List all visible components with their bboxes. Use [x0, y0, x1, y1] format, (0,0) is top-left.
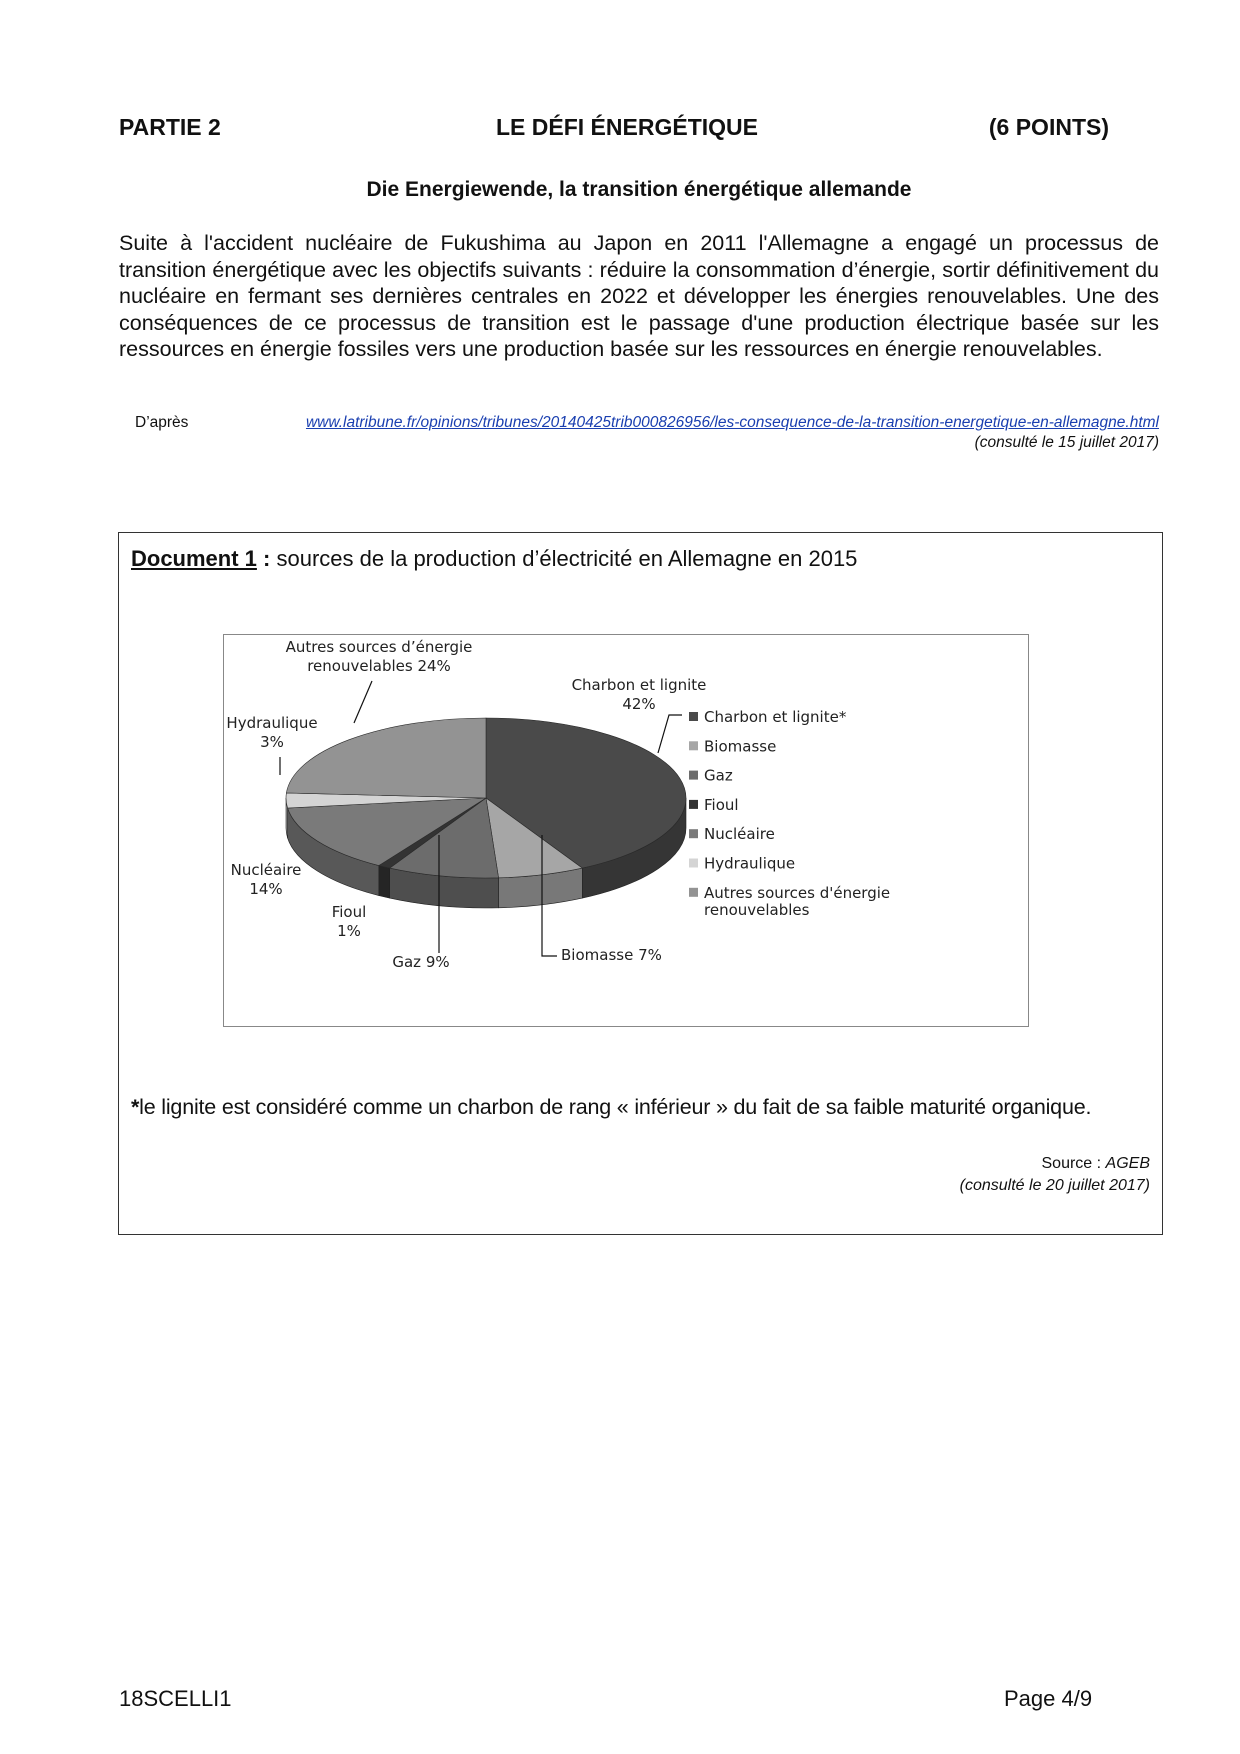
document-title — [131, 546, 857, 572]
slice-label-6-line-1: Hydraulique — [226, 714, 318, 732]
legend-swatch-5 — [689, 829, 698, 838]
footer-code: 18SCELLI1 — [119, 1686, 232, 1711]
slice-callout-7 — [354, 681, 372, 723]
legend-label-1: Charbon et lignite* — [704, 708, 847, 726]
slice-label-4-line-1: Fioul — [331, 903, 367, 921]
document-source-prefix: Source : — [1041, 1155, 1106, 1172]
slice-label-7-line-1: Autres sources d’énergie — [285, 638, 473, 656]
footnote — [131, 1095, 1151, 1120]
legend-label-7: Autres sources d'énergie — [704, 883, 891, 902]
legend-label-5: Nucléaire — [704, 825, 775, 844]
legend-swatch-4 — [689, 800, 698, 809]
slice-label-6-line-2: 3% — [260, 733, 284, 751]
legend-label-6: Hydraulique — [704, 854, 796, 873]
source-consulted-date: (consulté le 15 juillet 2017) — [974, 434, 1159, 451]
legend-swatch-6 — [689, 859, 698, 868]
slice-label-1-line-2: 42% — [622, 695, 656, 713]
document-source — [118, 1155, 1150, 1173]
legend-label-8: renouvelables — [704, 900, 810, 919]
slice-label-2-line-1: Biomasse 7% — [561, 946, 662, 964]
legend-label-2: Biomasse — [704, 737, 777, 756]
part-label: PARTIE 2 — [119, 114, 221, 140]
legend-label-4: Fioul — [704, 795, 739, 814]
document-caption: sources de la production d’électricité en Allemagne en 2015 — [270, 546, 858, 571]
legend-label-3: Gaz — [704, 766, 733, 785]
slice-label-7-line-2: renouvelables 24% — [307, 657, 451, 675]
pie-chart — [224, 635, 1030, 1028]
slice-label-5-line-2: 14% — [249, 880, 283, 898]
document-colon: : — [256, 546, 271, 571]
legend-swatch-3 — [689, 771, 698, 780]
slice-label-1-line-1: Charbon et lignite — [571, 676, 707, 694]
source-prefix: D’après — [135, 414, 189, 431]
document-label: Document 1 — [131, 546, 257, 571]
page-header — [119, 114, 1109, 144]
pie-side-4 — [379, 866, 390, 899]
slice-label-5-line-1: Nucléaire — [230, 861, 302, 879]
document-source-name: AGEB — [1105, 1155, 1150, 1172]
footnote-star: * — [131, 1095, 140, 1119]
part-points: (6 POINTS) — [988, 114, 1109, 140]
pie-chart-frame — [223, 634, 1029, 1027]
source-link[interactable]: www.latribune.fr/opinions/tribunes/20140425trib000826956/les-consequence-de-la-transition-energetique-en-allemagne.html — [305, 414, 1159, 431]
intro-paragraph: Suite à l'accident nucléaire de Fukushima au Japon en 2011 l'Allemagne a engagé un processus de transition énergétique avec les objectifs suivants : réduire la consommation d’énergie, sortir définitivement du nucléaire en fermant ses dernières centrales en 2022 et développer les énergies renouvelables. Une des conséquences de ce processus de transition est le passage d'une production électrique basée sur les ressources en énergie fossiles vers une production basée sur les ressources en énergie renouvelables. — [119, 231, 1159, 361]
footnote-text: le lignite est considéré comme un charbon de rang « inférieur » du fait de sa faible maturité organique. — [139, 1095, 1092, 1119]
legend-swatch-2 — [689, 741, 698, 750]
legend-swatch-7 — [689, 888, 698, 897]
source-line — [119, 414, 1159, 432]
document-consulted-date: (consulté le 20 juillet 2017) — [959, 1177, 1150, 1194]
slice-label-4-line-2: 1% — [337, 922, 361, 940]
slice-callout-1 — [658, 715, 682, 753]
legend-swatch-1 — [689, 712, 698, 721]
footer-page-number: Page 4/9 — [1004, 1686, 1093, 1711]
slice-label-3-line-1: Gaz 9% — [392, 953, 450, 971]
part-title: LE DÉFI ÉNERGÉTIQUE — [496, 114, 758, 140]
section-subtitle: Die Energiewende, la transition énergétique allemande — [366, 178, 912, 201]
